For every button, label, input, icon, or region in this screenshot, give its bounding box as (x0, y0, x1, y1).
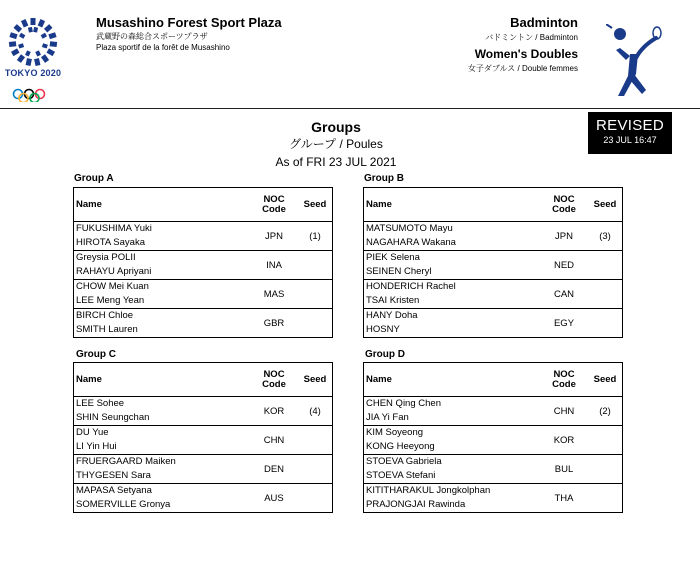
noc-code: MAS (250, 280, 298, 309)
noc-code: EGY (540, 309, 588, 338)
table-header-row (364, 188, 623, 222)
sport-title: Badminton (510, 15, 578, 30)
pair-names: FUKUSHIMA Yuki HIROTA Sayaka (74, 222, 251, 251)
col-noc-header: NOC Code (552, 368, 576, 390)
noc-code: JPN (540, 222, 588, 251)
event-info (468, 15, 578, 74)
noc-code: CHN (250, 426, 298, 455)
table-row (74, 426, 333, 455)
col-seed-header: Seed (593, 199, 617, 210)
seed (588, 280, 623, 309)
pair-names: BIRCH Chloe SMITH Lauren (74, 309, 251, 338)
pair-names: MAPASA Setyana SOMERVILLE Gronya (74, 484, 251, 513)
header-divider (0, 108, 700, 109)
seed (588, 251, 623, 280)
event-title: Women's Doubles (474, 47, 578, 61)
venue-title-fr: Plaza sportif de la forêt de Musashino (96, 43, 230, 52)
noc-code: INA (250, 251, 298, 280)
noc-code: BUL (540, 455, 588, 484)
noc-code: KOR (250, 397, 298, 426)
table-row (74, 455, 333, 484)
seed (588, 484, 623, 513)
pair-names: FRUERGAARD Maiken THYGESEN Sara (74, 455, 251, 484)
seed (298, 280, 333, 309)
revised-label: REVISED (596, 117, 664, 134)
revised-timestamp: 23 JUL 16:47 (603, 135, 657, 145)
seed (298, 484, 333, 513)
pair-names: PIEK Selena SEINEN Cheryl (364, 251, 541, 280)
tokyo-2020-emblem-icon (2, 10, 64, 102)
table-row (74, 251, 333, 280)
seed (588, 426, 623, 455)
noc-code: AUS (250, 484, 298, 513)
col-seed-header: Seed (593, 374, 617, 385)
venue-title-jp: 武蔵野の森総合スポーツプラザ (96, 32, 208, 41)
col-name-header: Name (366, 199, 392, 210)
table-header-row (74, 188, 333, 222)
seed (588, 455, 623, 484)
noc-code: CAN (540, 280, 588, 309)
seed (298, 251, 333, 280)
pair-names: DU Yue LI Yin Hui (74, 426, 251, 455)
noc-code: KOR (540, 426, 588, 455)
noc-code: CHN (540, 397, 588, 426)
revised-badge (588, 112, 672, 154)
group-c-label: Group C (76, 349, 116, 360)
table-row (74, 280, 333, 309)
pair-names: MATSUMOTO Mayu NAGAHARA Wakana (364, 222, 541, 251)
table-row (74, 222, 333, 251)
table-row (74, 484, 333, 513)
table-row (364, 309, 623, 338)
pair-names: HONDERICH Rachel TSAI Kristen (364, 280, 541, 309)
col-seed-header: Seed (303, 199, 327, 210)
as-of-date: As of FRI 23 JUL 2021 (275, 155, 397, 169)
pair-names: Greysia POLII RAHAYU Apriyani (74, 251, 251, 280)
seed (588, 309, 623, 338)
table-row (364, 426, 623, 455)
page-subtitle: グループ / Poules (289, 137, 383, 151)
col-seed-header: Seed (303, 374, 327, 385)
table-row (74, 397, 333, 426)
col-name-header: Name (76, 199, 102, 210)
table-row (364, 397, 623, 426)
noc-code: DEN (250, 455, 298, 484)
games-label: TOKYO 2020 (4, 68, 62, 78)
group-b-table (363, 187, 623, 338)
group-b-label: Group B (364, 173, 404, 184)
page-title: Groups (311, 119, 361, 135)
venue-title: Musashino Forest Sport Plaza (96, 15, 282, 30)
noc-code: NED (540, 251, 588, 280)
group-a-label: Group A (74, 173, 114, 184)
table-row (364, 251, 623, 280)
table-header-row (364, 363, 623, 397)
table-row (364, 455, 623, 484)
col-name-header: Name (76, 374, 102, 385)
group-c-table (73, 362, 333, 513)
pair-names: CHOW Mei Kuan LEE Meng Yean (74, 280, 251, 309)
sport-subtitle: バドミントン / Badminton (485, 33, 578, 42)
noc-code: GBR (250, 309, 298, 338)
pair-names: CHEN Qing Chen JIA Yi Fan (364, 397, 541, 426)
col-noc-header: NOC Code (262, 368, 286, 390)
seed (298, 309, 333, 338)
seed: (2) (588, 397, 623, 426)
group-a-table (73, 187, 333, 338)
pair-names: STOEVA Gabriela STOEVA Stefani (364, 455, 541, 484)
group-d-table (363, 362, 623, 513)
pair-names: LEE Sohee SHIN Seungchan (74, 397, 251, 426)
table-row (364, 484, 623, 513)
table-row (74, 309, 333, 338)
pair-names: HANY Doha HOSNY (364, 309, 541, 338)
pair-names: KIM Soyeong KONG Heeyong (364, 426, 541, 455)
seed: (1) (298, 222, 333, 251)
seed (298, 455, 333, 484)
noc-code: THA (540, 484, 588, 513)
pair-names: KITITHARAKUL Jongkolphan PRAJONGJAI Rawinda (364, 484, 541, 513)
table-row (364, 222, 623, 251)
badminton-pictogram-icon (606, 24, 662, 100)
event-subtitle: 女子ダブルス / Double femmes (467, 64, 578, 73)
group-d-label: Group D (365, 349, 405, 360)
seed: (3) (588, 222, 623, 251)
seed (298, 426, 333, 455)
noc-code: JPN (250, 222, 298, 251)
seed: (4) (298, 397, 333, 426)
table-header-row (74, 363, 333, 397)
table-row (364, 280, 623, 309)
col-name-header: Name (366, 374, 392, 385)
col-noc-header: NOC Code (262, 193, 286, 215)
col-noc-header: NOC Code (552, 193, 576, 215)
